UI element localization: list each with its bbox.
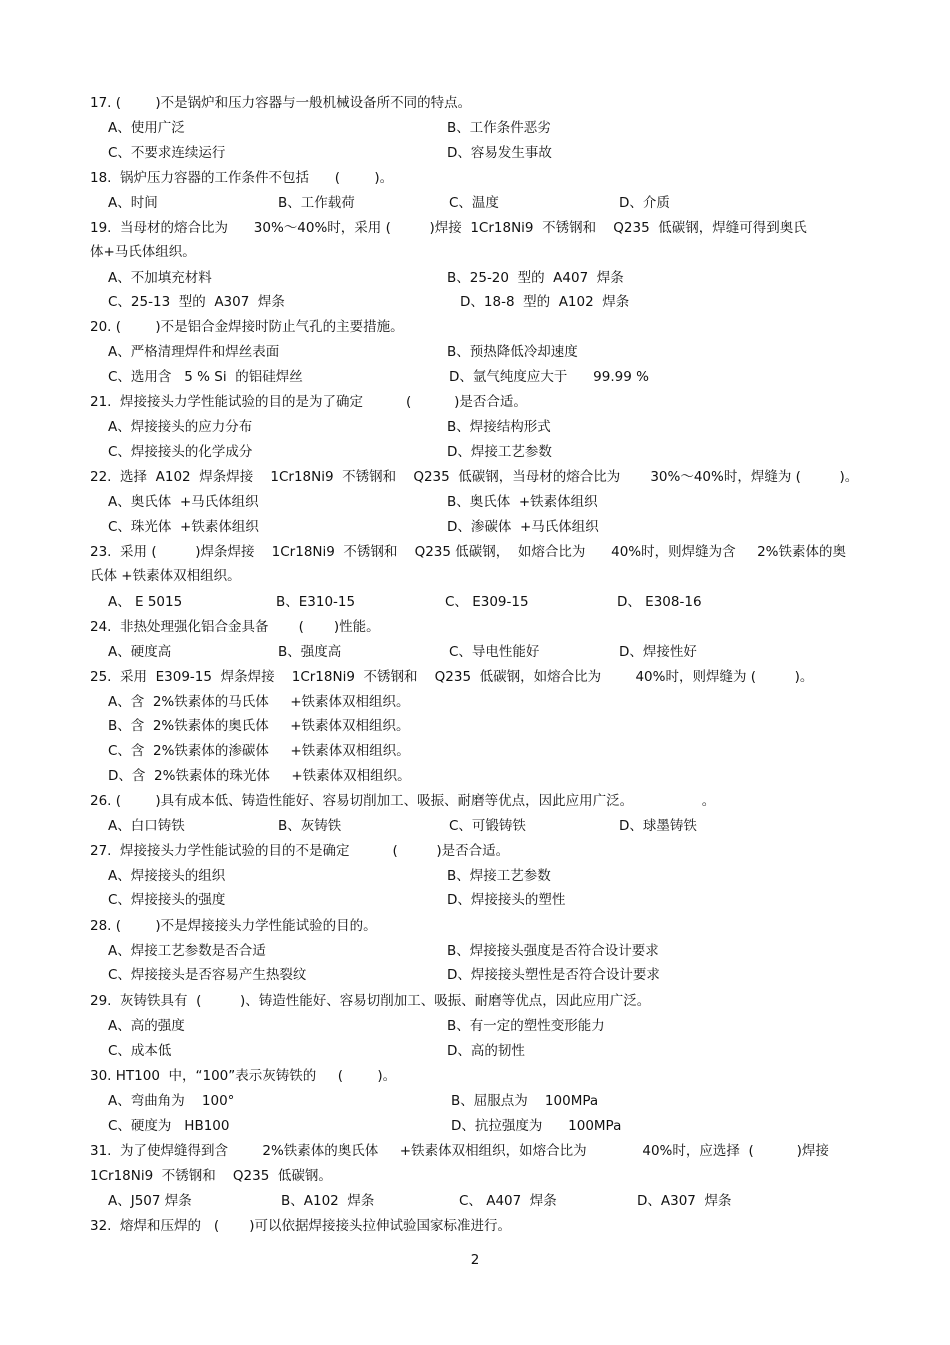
- question-28-text: 28. ( )不是焊接接头力学性能试验的目的。: [90, 918, 377, 934]
- question-22-option-d: D、渗碳体 +马氏体组织: [447, 519, 599, 535]
- question-27-option-b: B、焊接工艺参数: [447, 868, 551, 884]
- question-17-option-c: C、不要求连续运行: [108, 145, 226, 161]
- question-25-option-d: D、含 2%铁素体的珠光体 +铁素体双相组织。: [108, 768, 411, 784]
- question-28-option-c: C、焊接接头是否容易产生热裂纹: [108, 967, 307, 983]
- question-31-option-c: C、 A407 焊条: [459, 1193, 557, 1209]
- question-21-option-d: D、焊接工艺参数: [447, 444, 552, 460]
- question-23-text: 23. 采用 ( )焊条焊接 1Cr18Ni9 不锈钢和 Q235 低碳钢， 如熔合比为 40%时，则焊缝为含 2%铁素体的奥: [90, 544, 846, 560]
- question-20-option-a: A、严格清理焊件和焊丝表面: [108, 344, 280, 360]
- question-26-option-d: D、球墨铸铁: [619, 818, 697, 834]
- question-21-option-c: C、焊接接头的化学成分: [108, 444, 253, 460]
- question-27-option-a: A、焊接接头的组织: [108, 868, 226, 884]
- question-22-option-a: A、奥氏体 +马氏体组织: [108, 494, 259, 510]
- question-18-option-b: B、工作载荷: [278, 195, 355, 211]
- question-20-option-d: D、氩气纯度应大于 99.99 %: [449, 369, 649, 385]
- question-28-option-d: D、焊接接头塑性是否符合设计要求: [447, 967, 660, 983]
- question-24-option-d: D、焊接性好: [619, 644, 697, 660]
- question-28-option-a: A、焊接工艺参数是否合适: [108, 943, 266, 959]
- page-number: 2: [470, 1252, 480, 1268]
- question-20-text: 20. ( )不是铝合金焊接时防止气孔的主要措施。: [90, 319, 404, 335]
- question-26-option-b: B、灰铸铁: [278, 818, 342, 834]
- question-22-text: 22. 选择 A102 焊条焊接 1Cr18Ni9 不锈钢和 Q235 低碳钢，当母材的熔合比为 30%～40%时，焊缝为 ( )。: [90, 469, 859, 485]
- question-27-option-c: C、焊接接头的强度: [108, 892, 226, 908]
- question-23-text-cont: 氏体 +铁素体双相组织。: [90, 568, 241, 584]
- question-22-option-b: B、奥氏体 +铁素体组织: [447, 494, 598, 510]
- question-19-text: 19. 当母材的熔合比为 30%～40%时，采用 ( )焊接 1Cr18Ni9 不锈钢和 Q235 低碳钢，焊缝可得到奥氏: [90, 220, 807, 236]
- question-31-option-b: B、A102 焊条: [281, 1193, 375, 1209]
- question-21-text: 21. 焊接接头力学性能试验的目的是为了确定 ( )是否合适。: [90, 394, 527, 410]
- question-19-option-a: A、不加填充材料: [108, 270, 212, 286]
- question-26-option-c: C、可锻铸铁: [449, 818, 526, 834]
- question-25-option-a: A、含 2%铁素体的马氏体 +铁素体双相组织。: [108, 694, 410, 710]
- question-23-option-d: D、 E308-16: [617, 594, 702, 610]
- question-17-option-a: A、使用广泛: [108, 120, 185, 136]
- question-30-option-c: C、硬度为 HB100: [108, 1118, 230, 1134]
- question-29-option-b: B、有一定的塑性变形能力: [447, 1018, 605, 1034]
- question-28-option-b: B、焊接接头强度是否符合设计要求: [447, 943, 659, 959]
- question-31-option-d: D、A307 焊条: [637, 1193, 732, 1209]
- question-24-text: 24. 非热处理强化铝合金具备 ( )性能。: [90, 619, 380, 635]
- question-20-option-b: B、预热降低冷却速度: [447, 344, 578, 360]
- question-22-option-c: C、珠光体 +铁素体组织: [108, 519, 259, 535]
- question-30-option-d: D、抗拉强度为 100MPa: [451, 1118, 622, 1134]
- question-25-text: 25. 采用 E309-15 焊条焊接 1Cr18Ni9 不锈钢和 Q235 低碳钢，如熔合比为 40%时，则焊缝为 ( )。: [90, 669, 814, 685]
- question-27-option-d: D、焊接接头的塑性: [447, 892, 566, 908]
- question-18-option-a: A、时间: [108, 195, 158, 211]
- question-18-option-d: D、介质: [619, 195, 670, 211]
- question-30-option-a: A、弯曲角为 100°: [108, 1093, 235, 1109]
- question-23-option-b: B、E310-15: [276, 594, 356, 610]
- question-18-option-c: C、温度: [449, 195, 499, 211]
- question-32-text: 32. 熔焊和压焊的 ( )可以依据焊接接头拉伸试验国家标准进行。: [90, 1218, 511, 1234]
- question-27-text: 27. 焊接接头力学性能试验的目的不是确定 ( )是否合适。: [90, 843, 510, 859]
- question-26-text: 26. ( )具有成本低、铸造性能好、容易切削加工、吸振、耐磨等优点，因此应用广泛。 。: [90, 793, 716, 809]
- question-20-option-c: C、选用含 5 % Si 的铝硅焊丝: [108, 369, 303, 385]
- question-29-option-c: C、成本低: [108, 1043, 172, 1059]
- question-30-option-b: B、屈服点为 100MPa: [451, 1093, 599, 1109]
- question-18-text: 18. 锅炉压力容器的工作条件不包括 ( )。: [90, 170, 394, 186]
- question-29-option-d: D、高的韧性: [447, 1043, 525, 1059]
- question-17-text: 17. ( )不是锅炉和压力容器与一般机械设备所不同的特点。: [90, 95, 472, 111]
- question-26-option-a: A、白口铸铁: [108, 818, 185, 834]
- question-31-text-cont: 1Cr18Ni9 不锈钢和 Q235 低碳钢。: [90, 1168, 332, 1184]
- question-24-option-c: C、导电性能好: [449, 644, 540, 660]
- question-19-option-b: B、25-20 型的 A407 焊条: [447, 270, 624, 286]
- question-30-text: 30. HT100 中，“100”表示灰铸铁的 ( )。: [90, 1068, 397, 1084]
- question-23-option-a: A、 E 5015: [108, 594, 183, 610]
- question-31-option-a: A、J507 焊条: [108, 1193, 192, 1209]
- question-24-option-b: B、强度高: [278, 644, 342, 660]
- question-31-text: 31. 为了使焊缝得到含 2%铁素体的奥氏体 +铁素体双相组织，如熔合比为 40%时，应选择 ( )焊接: [90, 1143, 829, 1159]
- question-23-option-c: C、 E309-15: [445, 594, 529, 610]
- question-29-option-a: A、高的强度: [108, 1018, 185, 1034]
- question-19-text-cont: 体+马氏体组织。: [90, 244, 196, 260]
- question-17-option-d: D、容易发生事故: [447, 145, 552, 161]
- question-19-option-d: D、18-8 型的 A102 焊条: [460, 294, 630, 310]
- question-19-option-c: C、25-13 型的 A307 焊条: [108, 294, 285, 310]
- question-25-option-b: B、含 2%铁素体的奥氏体 +铁素体双相组织。: [108, 718, 410, 734]
- question-24-option-a: A、硬度高: [108, 644, 172, 660]
- question-25-option-c: C、含 2%铁素体的渗碳体 +铁素体双相组织。: [108, 743, 410, 759]
- question-17-option-b: B、工作条件恶劣: [447, 120, 551, 136]
- question-29-text: 29. 灰铸铁具有 ( )、铸造性能好、容易切削加工、吸振、耐磨等优点，因此应用广泛。: [90, 993, 651, 1009]
- question-21-option-b: B、焊接结构形式: [447, 419, 551, 435]
- question-21-option-a: A、焊接接头的应力分布: [108, 419, 253, 435]
